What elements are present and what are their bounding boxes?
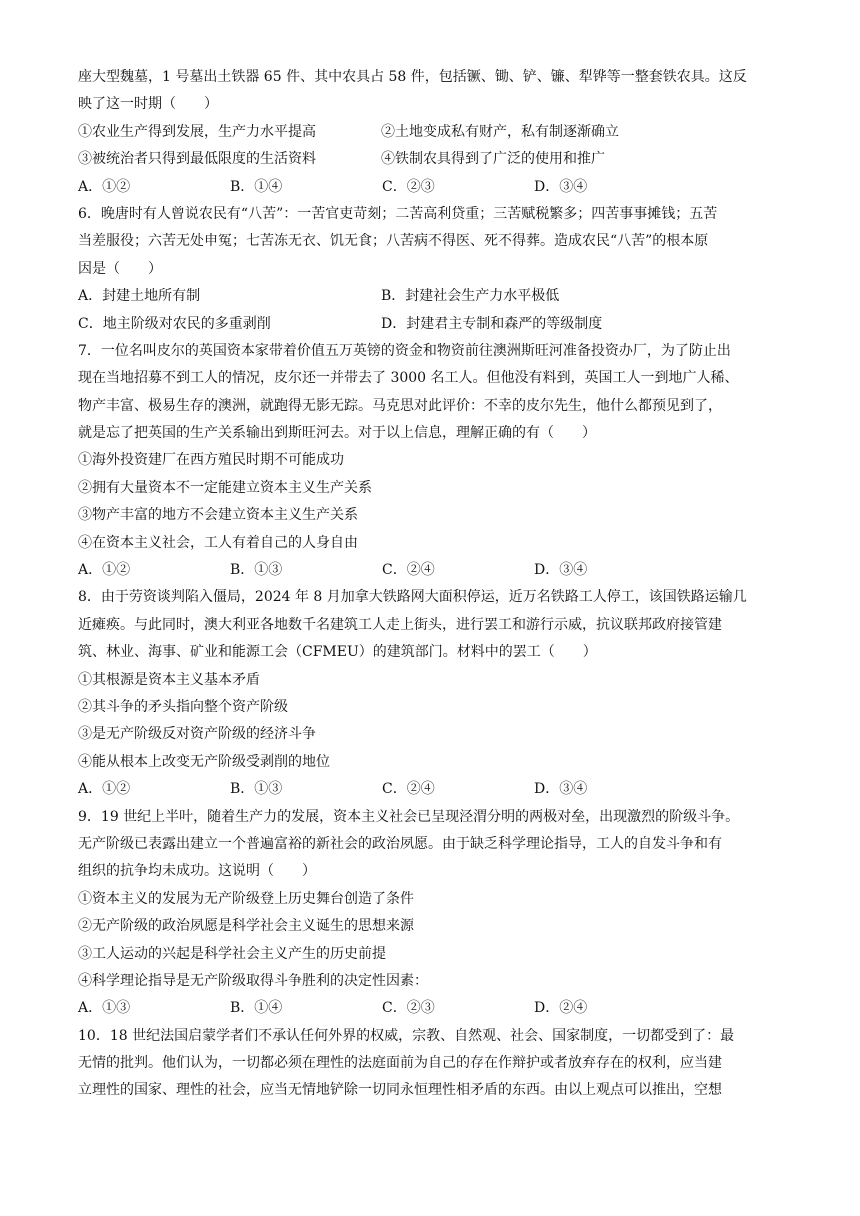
option-b: B．①④ — [230, 178, 283, 195]
question-stem: 组织的抗争均未成功。这说明（ ） — [78, 863, 316, 880]
option-c: C．地主阶级对农民的多重剥削 — [78, 315, 271, 332]
statement-row — [78, 119, 790, 146]
option-b: B．①③ — [230, 781, 283, 798]
option-b: B．①④ — [230, 1000, 283, 1017]
statement-1: ①海外投资建厂在西方殖民时期不可能成功 — [78, 452, 344, 469]
statement-2: ②无产阶级的政治夙愿是科学社会主义诞生的思想来源 — [78, 918, 414, 935]
question-stem: 当差服役；六苦无处申冤；七苦冻无衣、饥无食；八苦病不得医、死不得葬。造成农民“八苦”的根本原 — [78, 233, 709, 250]
question-stem: 就是忘了把英国的生产关系输出到斯旺河去。对于以上信息，理解正确的有（ ） — [78, 425, 596, 442]
statement-1: ①其根源是资本主义基本矛盾 — [78, 671, 260, 688]
question-stem: 无情的批判。他们认为，一切都必须在理性的法庭面前为自己的存在作辩护或者放弃存在的权利，应当建 — [78, 1055, 722, 1072]
option-b: B．封建社会生产力水平极低 — [381, 288, 560, 305]
option-d: D．③④ — [534, 781, 588, 798]
statement-4: ④铁制农具得到了广泛的使用和推广 — [381, 151, 605, 168]
statement-2: ②土地变成私有财产，私有制逐渐确立 — [381, 123, 619, 140]
answer-options — [78, 557, 790, 584]
exam-page — [78, 64, 790, 1105]
statement-2: ②其斗争的矛头指向整个资产阶级 — [78, 698, 288, 715]
statement-4: ④在资本主义社会，工人有着自己的人身自由 — [78, 534, 358, 551]
answer-options — [78, 311, 790, 338]
option-a: A．封建土地所有制 — [78, 288, 201, 305]
question-stem: 近瘫痪。与此同时，澳大利亚各地数千名建筑工人走上街头，进行罢工和游行示威，抗议联邦政府接管建 — [78, 616, 722, 633]
question-stem: 10．18 世纪法国启蒙学者们不承认任何外界的权威，宗教、自然观、社会、国家制度，一切都受到了：最 — [78, 1027, 735, 1044]
question-stem: 立理性的国家、理性的社会，应当无情地铲除一切同永恒理性相矛盾的东西。由以上观点可以推出，空想 — [78, 1082, 722, 1099]
answer-options — [78, 174, 790, 201]
option-d: D．②④ — [534, 1000, 588, 1017]
question-stem: 8．由于劳资谈判陷入僵局，2024 年 8 月加拿大铁路网大面积停运，近万名铁路工人停工，该国铁路运输几 — [78, 589, 747, 606]
question-stem: 映了这一时期（ ） — [78, 96, 218, 113]
option-d: D．③④ — [534, 178, 588, 195]
option-c: C．②④ — [382, 562, 435, 579]
statement-2: ②拥有大量资本不一定能建立资本主义生产关系 — [78, 479, 372, 496]
option-a: A．①③ — [78, 1000, 131, 1017]
question-stem: 7．一位名叫皮尔的英国资本家带着价值五万英镑的资金和物资前往澳洲斯旺河准备投资办厂，为了防止出 — [78, 342, 731, 359]
option-a: A．①② — [78, 178, 131, 195]
option-b: B．①③ — [230, 562, 283, 579]
statement-3: ③物产丰富的地方不会建立资本主义生产关系 — [78, 507, 358, 524]
statement-3: ③工人运动的兴起是科学社会主义产生的历史前提 — [78, 945, 386, 962]
option-a: A．①② — [78, 781, 131, 798]
question-stem: 座大型魏墓，1 号墓出土铁器 65 件、其中农具占 58 件，包括镢、锄、铲、镰、犁铧等一整套铁农具。这反 — [78, 69, 747, 85]
question-stem: 9．19 世纪上半叶，随着生产力的发展，资本主义社会已呈现泾渭分明的两极对垒，出现激烈的阶级斗争。 — [78, 808, 740, 825]
statement-row — [78, 146, 790, 173]
question-6 — [78, 201, 790, 338]
statement-4: ④能从根本上改变无产阶级受剥削的地位 — [78, 753, 330, 770]
question-stem: 筑、林业、海事、矿业和能源工会（CFMEU）的建筑部门。材料中的罢工（ ） — [78, 644, 597, 661]
question-10 — [78, 1023, 790, 1105]
question-stem: 物产丰富、极易生存的澳洲，就跑得无影无踪。马克思对此评价：不幸的皮尔先生，他什么都预见到了， — [78, 397, 722, 414]
answer-options — [78, 995, 790, 1022]
question-stem: 因是（ ） — [78, 260, 162, 277]
answer-options — [78, 283, 790, 310]
option-c: C．②③ — [382, 1000, 435, 1017]
question-stem: 现在当地招募不到工人的情况，皮尔还一并带去了 3000 名工人。但他没有料到，英国工人一到地广人稀、 — [78, 370, 739, 387]
statement-1: ①资本主义的发展为无产阶级登上历史舞台创造了条件 — [78, 890, 414, 907]
option-d: D．封建君主专制和森严的等级制度 — [381, 315, 603, 332]
question-5 — [78, 64, 790, 201]
statement-3: ③被统治者只得到最低限度的生活资料 — [78, 151, 316, 168]
question-stem: 6．晚唐时有人曾说农民有“八苦”：一苦官吏苛刻；二苦高利贷重；三苦赋税繁多；四苦事事摊钱；五苦 — [78, 205, 718, 222]
option-a: A．①② — [78, 562, 131, 579]
option-c: C．②③ — [382, 178, 435, 195]
question-8 — [78, 584, 790, 803]
question-7 — [78, 338, 790, 585]
question-stem: 无产阶级已表露出建立一个普遍富裕的新社会的政治夙愿。由于缺乏科学理论指导，工人的自发斗争和有 — [78, 835, 722, 852]
option-d: D．③④ — [534, 562, 588, 579]
answer-options — [78, 776, 790, 803]
statement-3: ③是无产阶级反对资产阶级的经济斗争 — [78, 726, 316, 743]
option-c: C．②④ — [382, 781, 435, 798]
statement-4: ④科学理论指导是无产阶级取得斗争胜利的决定性因素： — [78, 972, 428, 989]
statement-1: ①农业生产得到发展，生产力水平提高 — [78, 123, 316, 140]
question-9 — [78, 804, 790, 1023]
